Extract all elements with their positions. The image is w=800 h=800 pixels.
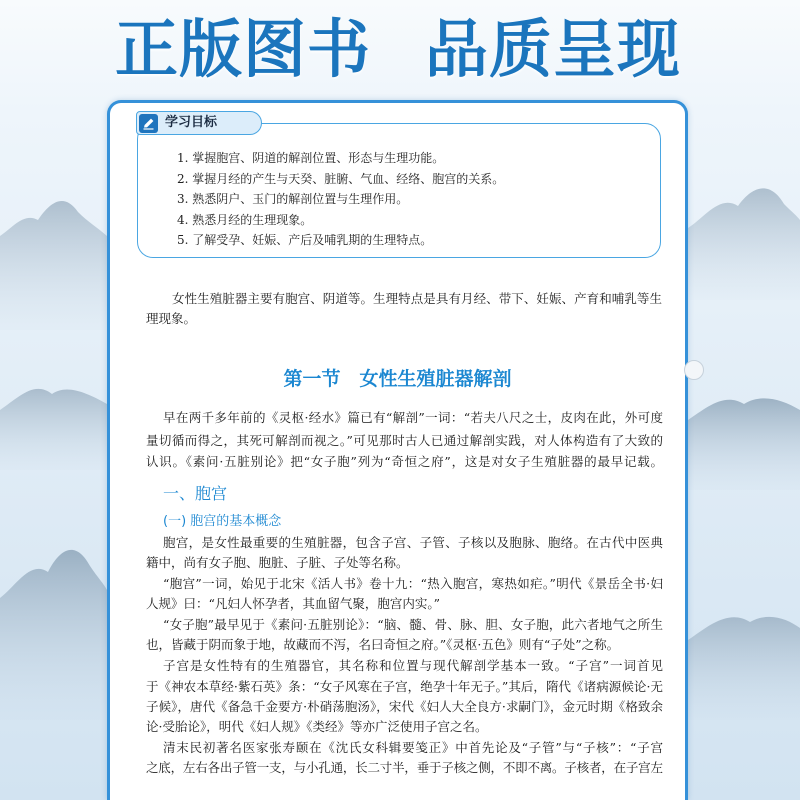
banner-title-right: 品质呈现 <box>425 13 681 86</box>
body-text-line: 胞宫，是女性最重要的生殖脏器，包含子宫、子管、子核以及胞脉、胞络。在古代中医典 <box>163 535 664 550</box>
body-text-line: 籍中，尚有女子胞、胞脏、子脏、子处等名称。 <box>146 555 409 570</box>
body-text-line: 于《神农本草经·紫石英》条：“女子风寒在子宫，绝孕十年无子。”其后，隋代《诸病源候论·无 <box>146 679 664 694</box>
section-title: 第一节 女性生殖脏器解剖 <box>283 368 512 390</box>
heading-level-1: 一、胞宫 <box>163 484 228 503</box>
pencil-icon <box>139 114 158 133</box>
learning-objectives-title: 学习目标 <box>165 115 218 130</box>
learning-objectives-tab <box>136 111 262 135</box>
objective-item: 4. 熟悉月经的生理现象。 <box>177 213 313 227</box>
mountain-right-middle <box>688 398 800 490</box>
body-text-line: 论·受胎论》，明代《妇人规》《类经》等亦广泛使用子宫之名。 <box>146 719 488 734</box>
objective-item: 5. 了解受孕、妊娠、产后及哺乳期的生理特点。 <box>177 233 433 247</box>
mountain-left-middle <box>0 389 107 470</box>
body-text-line: “女子胞”最早见于《素问·五脏别论》：“脑、髓、骨、脉、胆、女子胞，此六者地气之所生 <box>163 617 664 632</box>
body-text-line: 人规》曰：“凡妇人怀孕者，其血留气聚，胞宫内实。” <box>146 596 441 611</box>
body-text-line: 清末民初著名医家张寿颐在《沈氏女科辑要笺正》中首先论及“子管”与“子核”：“子宫 <box>163 740 664 755</box>
section-text-line: 量切循而得之，其死可解剖而视之。”可见那时古人已通过解剖实践，对人体构造有了大致的 <box>146 433 664 448</box>
body-text-line: 之底，左右各出子管一支，与小孔通，长二寸半，垂于子核之侧，不即不离。子核者，在子宫左 <box>146 760 663 775</box>
intro-text-line: 理现象。 <box>146 311 197 326</box>
body-text-line: 子候》，唐代《备急千金要方·朴硝荡胞汤》，宋代《妇人大全良方·求嗣门》，金元时期《格致余 <box>146 699 664 714</box>
objective-item: 3. 熟悉阴户、玉门的解剖位置与生理作用。 <box>177 192 409 206</box>
body-text-line: 也，皆藏于阴而象于地，故藏而不泻，名曰奇恒之府。”《灵枢·五色》则有“子处”之称。 <box>146 637 620 652</box>
section-text-line: 早在两千多年前的《灵枢·经水》篇已有“解剖”一词：“若夫八尺之士，皮肉在此，外可度 <box>163 410 664 425</box>
book-page <box>107 100 688 800</box>
heading-level-2: (一) 胞宫的基本概念 <box>163 514 282 529</box>
banner-title-left: 正版图书 <box>115 13 371 86</box>
watermark-badge <box>684 360 704 380</box>
body-text-line: “胞宫”一词，始见于北宋《活人书》卷十九：“热入胞宫，寒热如疟。”明代《景岳全书·妇 <box>163 576 664 591</box>
intro-text-line: 女性生殖脏器主要有胞宫、阴道等。生理特点是具有月经、带下、妊娠、产育和哺乳等生 <box>172 291 663 306</box>
mountain-right-lower <box>688 617 800 720</box>
objective-item: 2. 掌握月经的产生与天癸、脏腑、气血、经络、胞宫的关系。 <box>177 172 505 186</box>
body-text-line: 子宫是女性特有的生殖器官，其名称和位置与现代解剖学基本一致。“子宫”一词首见 <box>163 658 664 673</box>
objective-item: 1. 掌握胞宫、阴道的解剖位置、形态与生理功能。 <box>177 151 445 165</box>
section-text-line: 认识。《素问·五脏别论》把“女子胞”列为“奇恒之府”，这是对女子生殖脏器的最早记载。 <box>146 454 664 469</box>
